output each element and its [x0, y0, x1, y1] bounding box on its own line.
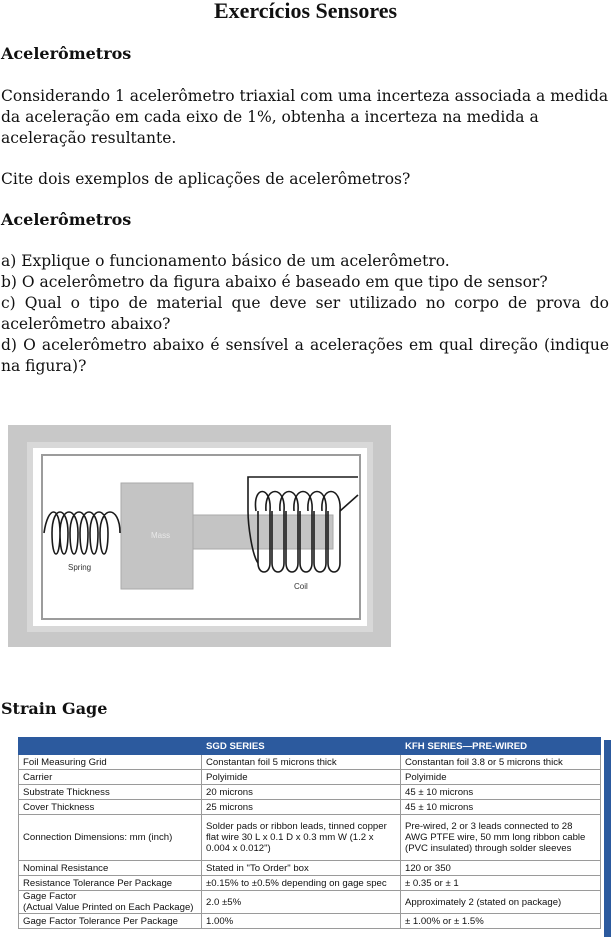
paragraph-uncertainty-text: Considerando 1 acelerômetro triaxial com uma incerteza associada a medida da aceleração em cada eixo de 1%, obtenha a incerteza na medida a aceleração resultante.	[1, 87, 609, 147]
table-row	[19, 914, 601, 929]
table-cell-sgd: ±0.15% to ±0.5% depending on gage spec	[202, 876, 401, 891]
table-edge-bar	[604, 740, 611, 937]
paragraph-applications-text: Cite dois exemplos de aplicações de acelerômetros?	[1, 170, 411, 188]
table-cell-kfh: Approximately 2 (stated on package)	[401, 891, 601, 914]
table-cell-kfh: Constantan foil 3.8 or 5 microns thick	[401, 755, 601, 770]
page-title: Exercícios Sensores	[213, 0, 398, 23]
table-cell-sgd: 2.0 ±5%	[202, 891, 401, 914]
table-row-label: Connection Dimensions: mm (inch)	[19, 815, 202, 861]
table-header-blank	[19, 738, 202, 755]
table-cell-sgd: 1.00%	[202, 914, 401, 929]
table-row-label: Gage Factor (Actual Value Printed on Each Package)	[19, 891, 202, 914]
table-cell-sgd: Stated in "To Order" box	[202, 861, 401, 876]
table-row-label: Nominal Resistance	[19, 861, 202, 876]
table-cell-sgd: Polyimide	[202, 770, 401, 785]
paragraph-applications	[1, 169, 609, 190]
accelerometer-diagram	[8, 425, 391, 647]
table-row	[19, 861, 601, 876]
section-heading-accelerometers-2: Acelerômetros	[1, 210, 132, 229]
table-row	[19, 891, 601, 914]
section-heading-accelerometers-1: Acelerômetros	[1, 44, 132, 63]
table-row	[19, 755, 601, 770]
table-row-label: Substrate Thickness	[19, 785, 202, 800]
table-cell-kfh: 120 or 350	[401, 861, 601, 876]
table-cell-kfh: Polyimide	[401, 770, 601, 785]
table-cell-kfh: 45 ± 10 microns	[401, 785, 601, 800]
question-a: a) Explique o funcionamento básico de um acelerômetro.	[1, 252, 450, 270]
table-row	[19, 800, 601, 815]
table-row-label: Cover Thickness	[19, 800, 202, 815]
spring-label: Spring	[68, 563, 92, 572]
coil-label: Coil	[294, 582, 308, 591]
table-header-sgd: SGD SERIES	[202, 738, 401, 755]
table-row-label: Foil Measuring Grid	[19, 755, 202, 770]
table-row	[19, 876, 601, 891]
table-cell-kfh: ± 0.35 or ± 1	[401, 876, 601, 891]
table-cell-sgd: 25 microns	[202, 800, 401, 815]
question-b: b) O acelerômetro da figura abaixo é baseado em que tipo de sensor?	[1, 273, 548, 291]
section-heading-strain-gage: Strain Gage	[1, 699, 108, 718]
question-list	[1, 251, 609, 377]
strain-gage-table-container	[18, 737, 611, 937]
table-row	[19, 770, 601, 785]
table-cell-kfh: ± 1.00% or ± 1.5%	[401, 914, 601, 929]
question-d: d) O acelerômetro abaixo é sensível a acelerações em qual direção (indique na figura)?	[1, 336, 609, 375]
paragraph-uncertainty	[1, 86, 609, 149]
table-row-label: Carrier	[19, 770, 202, 785]
table-cell-kfh: 45 ± 10 microns	[401, 800, 601, 815]
table-row	[19, 785, 601, 800]
table-row-label: Gage Factor Tolerance Per Package	[19, 914, 202, 929]
question-c: c) Qual o tipo de material que deve ser utilizado no corpo de prova do acelerômetro abaixo?	[1, 294, 609, 333]
table-cell-sgd: Constantan foil 5 microns thick	[202, 755, 401, 770]
table-body	[19, 755, 601, 929]
table-header-kfh: KFH SERIES—PRE-WIRED	[401, 738, 601, 755]
mass-label: Mass	[151, 531, 171, 540]
table-row	[19, 815, 601, 861]
table-header-row	[19, 738, 601, 755]
table-cell-sgd: 20 microns	[202, 785, 401, 800]
table-row-label: Resistance Tolerance Per Package	[19, 876, 202, 891]
table-cell-kfh: Pre-wired, 2 or 3 leads connected to 28 AWG PTFE wire, 50 mm long ribbon cable (PVC insulated) through solder sleeves	[401, 815, 601, 861]
strain-gage-spec-table	[18, 737, 601, 929]
table-cell-sgd: Solder pads or ribbon leads, tinned copper flat wire 30 L x 0.1 D x 0.3 mm W (1.2 x 0.004 x 0.012")	[202, 815, 401, 861]
accelerometer-figure	[8, 425, 391, 647]
